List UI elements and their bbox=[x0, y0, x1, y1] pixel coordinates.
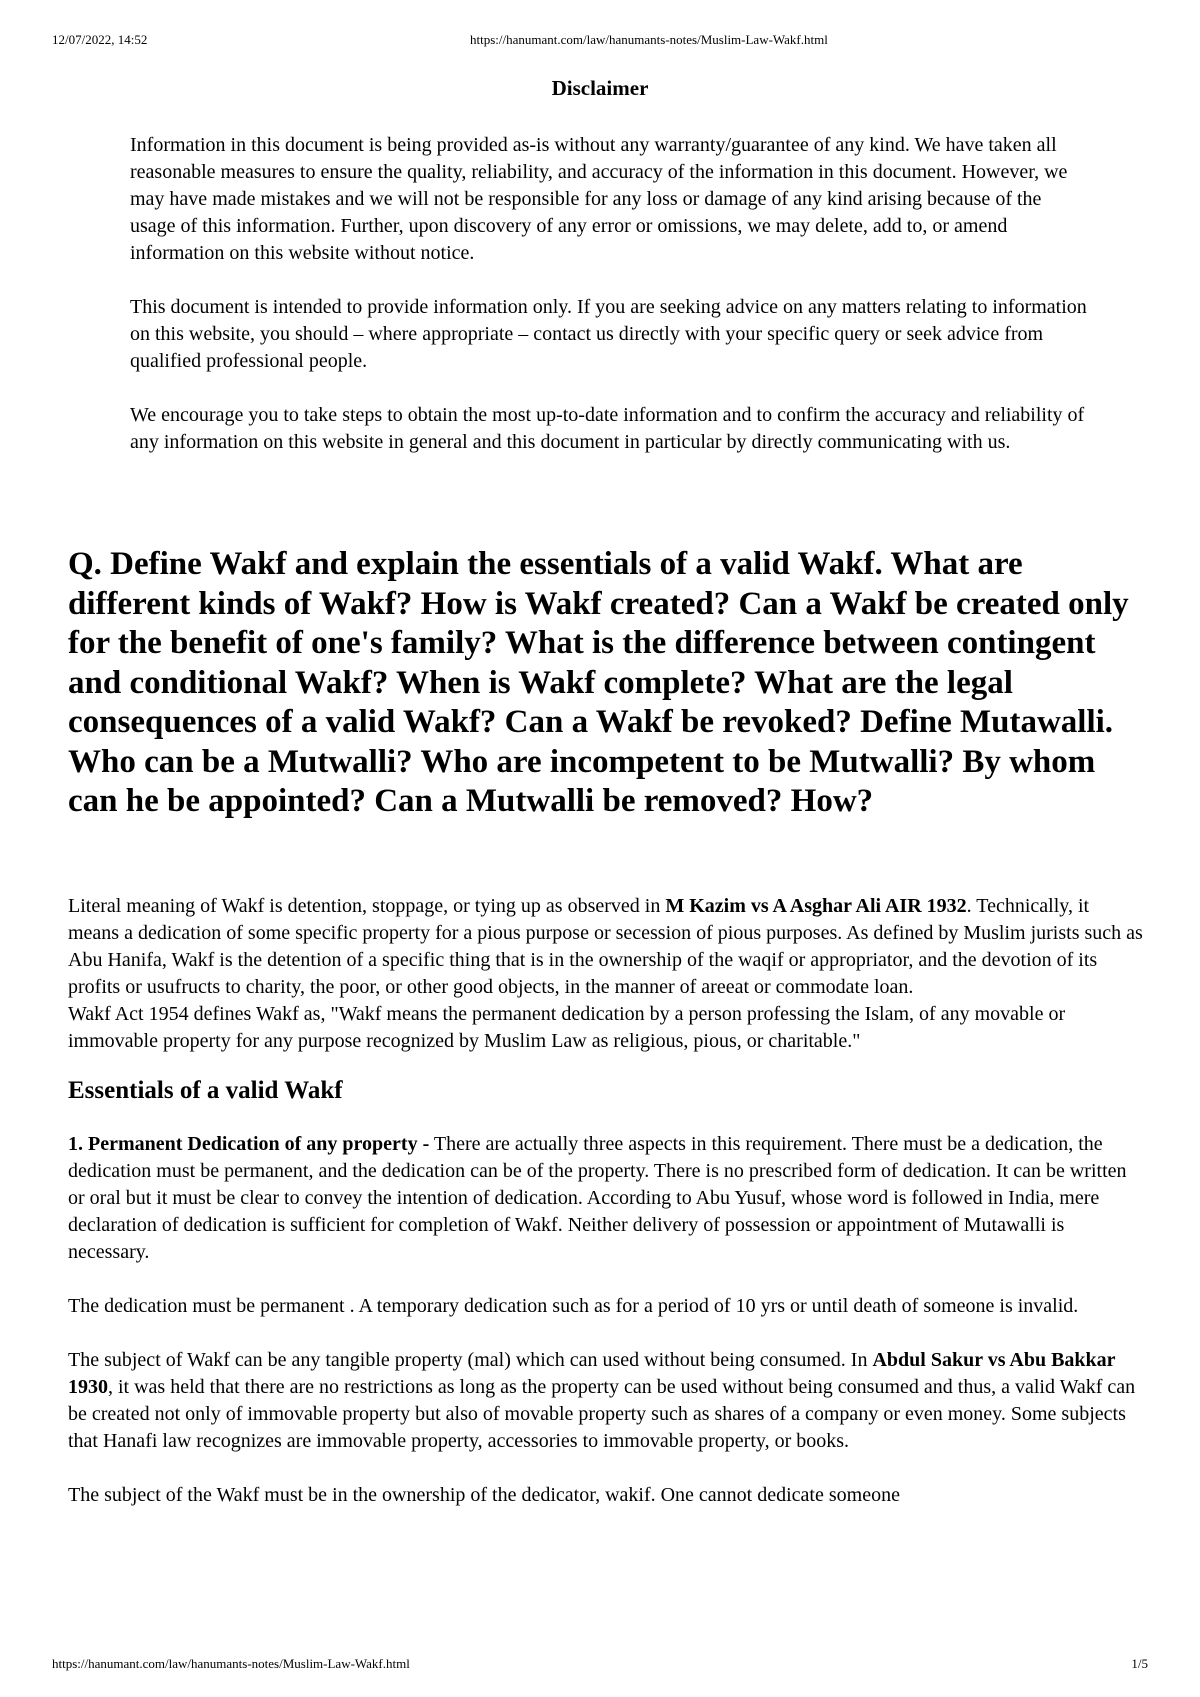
disclaimer-paragraph: This document is intended to provide information only. If you are seeking advice on any matters relating to information on this website, you should – where appropriate – contact us directly with your specific query or seek advice from qualified professional people. bbox=[130, 296, 1087, 372]
print-header bbox=[52, 32, 1148, 48]
permanence-paragraph: The dedication must be permanent . A temporary dedication such as for a period of 10 yrs or until death of someone is invalid. bbox=[68, 1295, 1079, 1317]
essential-item-text: There are actually three aspects in this requirement. There must be a dedication, the dedication must be permanent, and the dedication can be of the property. There is no prescribed form of dedication. It can be written or oral but it must be clear to convey the intention of dedication. According to Abu Yusuf, whose word is followed in India, mere declaration of dedication is sufficient for completion of Wakf. Neither delivery of possession or appointment of Mutawalli is necessary. bbox=[68, 1133, 1127, 1263]
essential-item-title: 1. Permanent Dedication of any property - bbox=[68, 1133, 430, 1155]
intro-paragraph bbox=[68, 893, 1143, 1001]
disclaimer-paragraph: We encourage you to take steps to obtain the most up-to-date information and to confirm the accuracy and reliability of any information on this website in general and this document in particular by directly communicating with us. bbox=[130, 404, 1085, 453]
question-heading: Q. Define Wakf and explain the essentials of a valid Wakf. What are different kinds of Wakf? How is Wakf created? Can a Wakf be created only for the benefit of one's family? What is the difference between contingent and conditional Wakf? When is Wakf complete? What are the legal consequences of a valid Wakf? Can a Wakf be revoked? Define Mutawalli. Who can be a Mutwalli? Who are incompetent to be Mutwalli? By whom can he be appointed? Can a Mutwalli be removed? How? bbox=[68, 546, 1129, 819]
case-citation: M Kazim vs A Asghar Ali AIR 1932 bbox=[665, 895, 967, 917]
subject-text: , it was held that there are no restrictions as long as the property can be used without being consumed and thus, a valid Wakf can be created not only of immovable property but also of movable property such as shares of a company or even money. Some subjects that Hanafi law recognizes are immovable property, accessories to immovable property, or books. bbox=[68, 1376, 1136, 1452]
disclaimer-paragraph: Information in this document is being provided as-is without any warranty/guarantee of any kind. We have taken all reasonable measures to ensure the quality, reliability, and accuracy of the information in this document. However, we may have made mistakes and we will not be responsible for any loss or damage of any kind arising because of the usage of this information. Further, upon discovery of any error or omissions, we may delete, add to, or amend information on this website without notice. bbox=[130, 134, 1068, 264]
print-footer-url-link[interactable]: https://hanumant.com/law/hanumants-notes/Muslim-Law-Wakf.html bbox=[52, 1656, 410, 1671]
essential-item-1 bbox=[68, 1131, 1143, 1266]
case-citation: Abdul Sakur vs Abu Bakkar 1930 bbox=[68, 1349, 1116, 1398]
section-heading: Essentials of a valid Wakf bbox=[68, 1077, 343, 1104]
subject-text: The subject of Wakf can be any tangible property (mal) which can used without being consumed. In bbox=[68, 1349, 873, 1371]
ownership-paragraph: The subject of the Wakf must be in the ownership of the dedicator, wakif. One cannot dedicate someone bbox=[68, 1484, 900, 1506]
print-header-url-link[interactable]: https://hanumant.com/law/hanumants-notes/Muslim-Law-Wakf.html bbox=[470, 32, 828, 47]
intro-text: . Technically, it means a dedication of some specific property for a pious purpose or secession of pious purposes. As defined by Muslim jurists such as Abu Hanifa, Wakf is the detention of a specific thing that is in the ownership of the waqif or appropriator, and the devotion of its profits or usufructs to charity, the poor, or other good objects, in the manner of areeat or commodate loan. bbox=[68, 895, 1143, 998]
page-number: 1/5 bbox=[1131, 1656, 1148, 1671]
disclaimer-block bbox=[130, 132, 1090, 483]
article-body bbox=[68, 893, 1143, 1509]
wakf-act-definition: Wakf Act 1954 defines Wakf as, "Wakf means the permanent dedication by a person professing the Islam, of any movable or immovable property for any purpose recognized by Muslim Law as religious, pious, or charitable." bbox=[68, 1003, 1066, 1052]
print-datetime: 12/07/2022, 14:52 bbox=[52, 32, 148, 47]
subject-paragraph bbox=[68, 1347, 1143, 1455]
disclaimer-title: Disclaimer bbox=[551, 76, 649, 100]
intro-text: Literal meaning of Wakf is detention, stoppage, or tying up as observed in bbox=[68, 895, 666, 917]
print-footer bbox=[52, 1656, 1148, 1672]
